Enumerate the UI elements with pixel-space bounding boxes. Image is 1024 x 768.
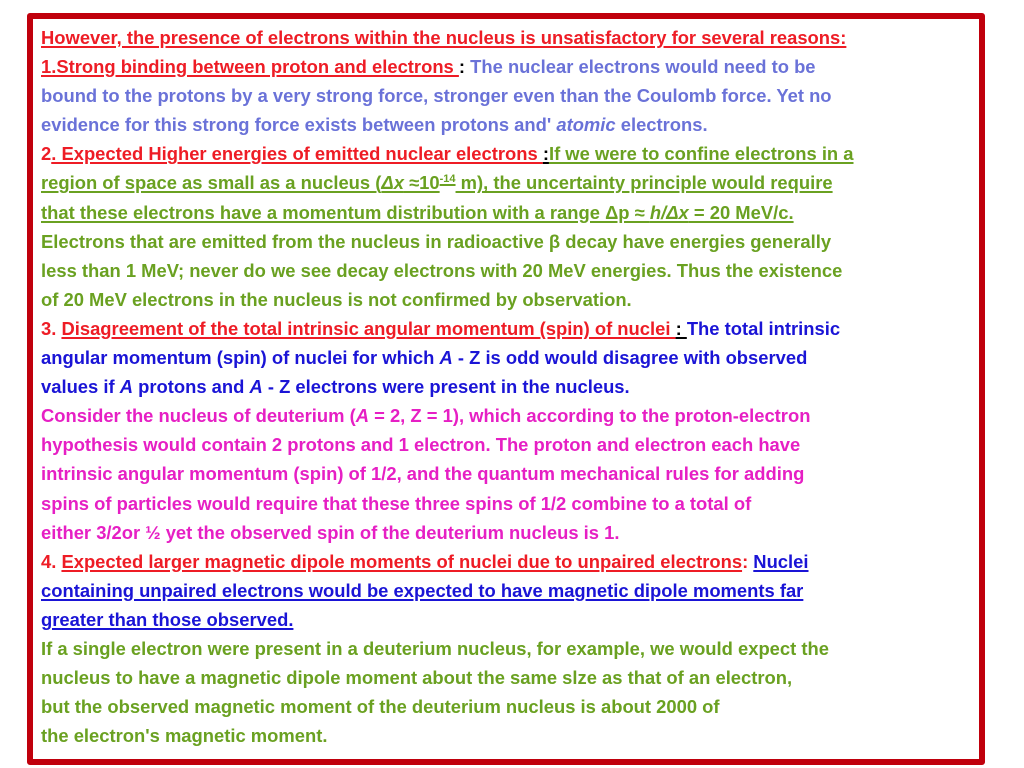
reason-3-line-1-run-0: 3. [41,317,62,339]
reason-2-line-3-run-0: that these electrons have a momentum distribution with a range Δp ≈ [41,201,650,223]
deuterium-line-5-run-0: either 3/2or ½ yet the observed spin of the deuterium nucleus is 1. [41,521,620,543]
dipole-example-line-2-run-0: nucleus to have a magnetic dipole moment about the same slze as that of an electron, [41,667,793,689]
reason-2-line-3-run-1: h/Δx [649,201,689,223]
dipole-example-line-1 [41,634,981,663]
reason-2-line-2-run-3: -14 [439,173,456,186]
reason-4-line-2-run-0: containing unpaired electrons would be expected to have magnetic dipole moments far [41,579,804,601]
reason-3-line-3 [41,372,981,401]
reason-1-line-1-run-1: : [458,56,466,78]
reason-2-line-1 [41,139,981,168]
reason-2-line-3 [41,198,981,227]
dipole-example-line-4 [41,721,981,750]
reason-3-line-3-run-0: values if [41,376,120,398]
slide-frame [27,13,985,765]
reason-2-line-1-run-0: 2 [41,143,52,165]
reason-2-line-2-run-4: m), the uncertainty principle would require [455,172,833,194]
reason-3-line-3-run-1: A [119,376,133,398]
reason-2-line-2-run-1: Δx [381,172,404,194]
reason-2-line-5 [41,256,981,285]
reason-4-line-1-run-0: 4. [41,550,62,572]
reason-3-line-2-run-1: A [439,347,453,369]
dipole-example-line-3-run-0: but the observed magnetic moment of the deuterium nucleus is about 2000 of [41,696,720,718]
deuterium-line-2-run-0: hypothesis would contain 2 protons and 1 electron. The proton and electron each have [41,434,801,456]
dipole-example-line-3 [41,692,981,721]
reason-4-line-3-run-0: greater than those observed. [41,608,294,630]
intro-line [41,23,981,52]
reason-3-line-3-run-2: protons and [133,376,250,398]
reason-2-line-3-run-2: = 20 MeV/c. [688,201,794,223]
reason-3-line-2 [41,343,981,372]
reason-3-line-2-run-2: - Z is odd would disagree with observed [452,347,808,369]
reason-4-line-1-run-2: : [742,550,754,572]
deuterium-line-1-run-0: Consider the nucleus of deuterium ( [41,405,356,427]
deuterium-line-5 [41,518,981,547]
reason-1-line-2-run-0: bound to the protons by a very strong force, stronger even than the Coulomb force. Yet no [41,85,832,107]
reason-1-line-2 [41,81,981,110]
deuterium-line-3 [41,459,981,488]
reason-2-line-4 [41,227,981,256]
reason-1-line-3 [41,110,981,139]
deuterium-line-4-run-0: spins of particles would require that these three spins of 1/2 combine to a total of [41,492,752,514]
reason-4-line-3 [41,605,981,634]
reason-3-line-1 [41,314,981,343]
reason-4-line-1-run-1: Expected larger magnetic dipole moments of nuclei due to unpaired electrons [61,550,743,572]
reason-3-line-3-run-4: - Z electrons were present in the nucleus. [262,376,630,398]
reason-2-line-1-run-1: . Expected Higher energies of emitted nuclear electrons [51,143,543,165]
deuterium-line-3-run-0: intrinsic angular momentum (spin) of 1/2, and the quantum mechanical rules for adding [41,463,805,485]
deuterium-line-1-run-2: = 2, Z = 1), which according to the proton-electron [369,405,811,427]
reason-4-line-2 [41,576,981,605]
reason-1-line-3-run-2: electrons. [615,114,708,136]
reason-2-line-2-run-2: ≈10 [403,172,440,194]
intro-line-run-0: However, the presence of electrons within the nucleus is unsatisfactory for several reasons: [41,27,847,48]
deuterium-line-2 [41,430,981,459]
reason-2-line-6 [41,285,981,314]
deuterium-line-4 [41,489,981,518]
reason-2-line-2-run-0: region of space as small as a nucleus ( [41,172,382,194]
reason-3-line-1-run-3: The total intrinsic [686,317,841,339]
reason-1-line-1-run-0: 1.Strong binding between proton and electrons [41,56,459,78]
reason-2-line-2 [41,168,981,197]
reason-2-line-5-run-0: less than 1 MeV; never do we see decay electrons with 20 MeV energies. Thus the existence [41,259,843,281]
reason-4-line-1 [41,547,981,576]
deuterium-line-1-run-1: A [355,405,369,427]
reason-2-line-1-run-2: : [542,143,549,165]
reason-3-line-1-run-1: Disagreement of the total intrinsic angular momentum (spin) of nuclei [61,317,676,339]
reason-2-line-4-run-0: Electrons that are emitted from the nucleus in radioactive β decay have energies generally [41,230,832,252]
dipole-example-line-1-run-0: If a single electron were present in a deuterium nucleus, for example, we would expect the [41,637,829,659]
dipole-example-line-2 [41,663,981,692]
reason-3-line-1-run-2: : [675,317,687,339]
reason-1-line-1-run-2: The nuclear electrons would need to be [465,56,816,78]
reason-2-line-6-run-0: of 20 MeV electrons in the nucleus is not confirmed by observation. [41,288,632,310]
reason-3-line-3-run-3: A [249,376,263,398]
reason-3-line-2-run-0: angular momentum (spin) of nuclei for which [41,347,440,369]
reason-1-line-3-run-1: atomic [556,114,616,136]
reason-1-line-3-run-0: evidence for this strong force exists between protons and' [41,114,557,136]
reason-4-line-1-run-3: Nuclei [753,550,809,572]
dipole-example-line-4-run-0: the electron's magnetic moment. [41,725,328,747]
deuterium-line-1 [41,401,981,430]
reason-1-line-1 [41,52,981,81]
slide-body-text [41,23,981,750]
reason-2-line-1-run-3: If we were to confine electrons in a [548,143,854,165]
